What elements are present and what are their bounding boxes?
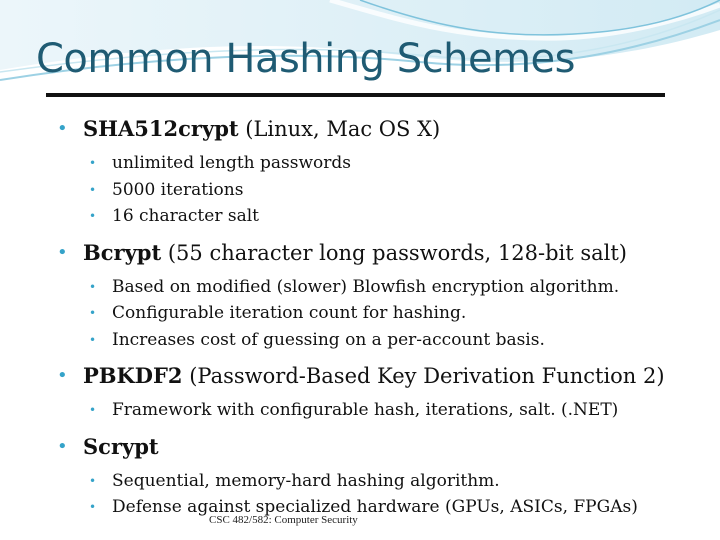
- bullet-item: [57, 432, 697, 462]
- sub-bullet-item: [57, 327, 697, 354]
- bullet-term: SHA512crypt: [83, 116, 239, 141]
- sub-bullet-list: [57, 150, 697, 230]
- sub-bullet-text: Increases cost of guessing on a per-account basis.: [112, 329, 545, 350]
- sub-bullet-list: [57, 397, 697, 424]
- bullet-detail: (55 character long passwords, 128-bit salt): [161, 240, 628, 265]
- sub-bullet-dot-icon: •: [89, 182, 97, 197]
- sub-bullet-list: [57, 274, 697, 354]
- sub-bullet-item: [57, 274, 697, 301]
- sub-bullet-dot-icon: •: [89, 403, 97, 417]
- sub-bullet-text: Configurable iteration count for hashing.: [112, 303, 467, 323]
- sub-bullet-text: Defense against specialized hardware (GPUs, ASICs, FPGAs): [112, 497, 638, 517]
- bullet-detail: (Linux, Mac OS X): [238, 117, 441, 141]
- sub-bullet-text: Based on modified (slower) Blowfish encryption algorithm.: [112, 276, 620, 297]
- bullet-term: PBKDF2: [83, 363, 183, 388]
- sub-bullet-item: [57, 177, 697, 204]
- bullet-dot-icon: •: [57, 435, 68, 457]
- sub-bullet-dot-icon: •: [89, 500, 97, 514]
- bullet-term: Bcrypt: [83, 239, 162, 265]
- bullet-dot-icon: •: [57, 241, 68, 263]
- slide-footer: CSC 482/582: Computer Security: [209, 514, 358, 526]
- sub-bullet-dot-icon: •: [89, 306, 97, 320]
- sub-bullet-item: [57, 300, 697, 327]
- bullet-item: [57, 361, 697, 391]
- sub-bullet-text: 5000 iterations: [112, 179, 244, 200]
- sub-bullet-dot-icon: •: [89, 332, 97, 347]
- bullet-dot-icon: •: [57, 118, 68, 139]
- sub-bullet-item: [57, 397, 697, 424]
- sub-bullet-dot-icon: •: [89, 156, 97, 170]
- bullet-detail: (Password-Based Key Derivation Function 2): [182, 364, 665, 388]
- bullet-dot-icon: •: [57, 365, 68, 386]
- sub-bullet-dot-icon: •: [89, 279, 97, 294]
- sub-bullet-list: [57, 468, 697, 521]
- sub-bullet-text: unlimited length passwords: [112, 153, 352, 173]
- sub-bullet-dot-icon: •: [89, 473, 97, 488]
- sub-bullet-item: [57, 203, 697, 230]
- sub-bullet-text: Framework with configurable hash, iterations, salt. (.NET): [112, 400, 619, 420]
- sub-bullet-item: [57, 150, 697, 177]
- sub-bullet-text: 16 character salt: [112, 206, 259, 226]
- slide-title: Common Hashing Schemes: [36, 36, 575, 82]
- bullet-item: [57, 114, 697, 144]
- sub-bullet-dot-icon: •: [89, 209, 97, 223]
- title-underline: [46, 93, 665, 97]
- bullet-term: Scrypt: [83, 433, 159, 459]
- sub-bullet-item: [57, 494, 697, 521]
- bullet-list: [57, 108, 697, 529]
- sub-bullet-text: Sequential, memory-hard hashing algorithm.: [112, 470, 500, 491]
- sub-bullet-item: [57, 468, 697, 495]
- bullet-item: [57, 238, 697, 268]
